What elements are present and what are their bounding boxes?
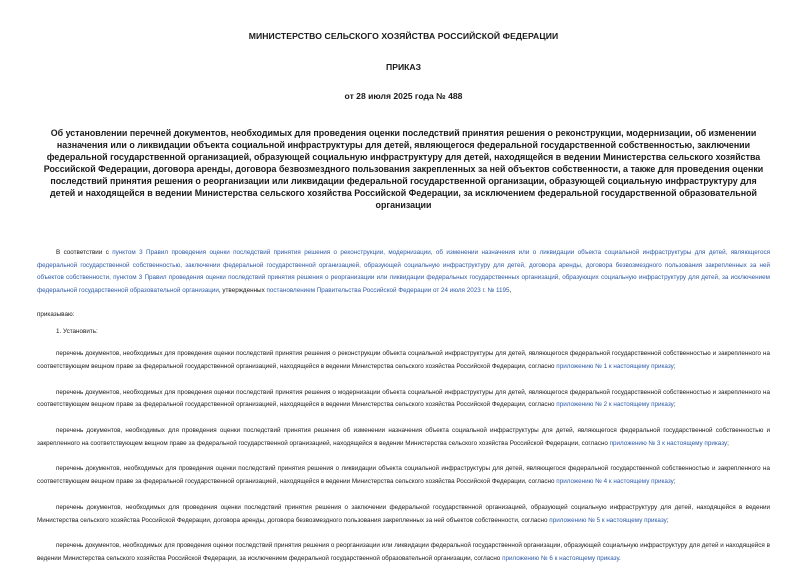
preamble-text-after: , xyxy=(509,287,512,295)
item-end: ; xyxy=(666,516,669,524)
item-end: ; xyxy=(673,362,676,370)
appendix-1-link[interactable]: приложению № 1 к настоящему приказу xyxy=(556,362,674,370)
preamble-paragraph xyxy=(37,247,770,298)
list-item xyxy=(37,387,770,412)
item-end: . xyxy=(618,554,621,562)
appendix-3-link[interactable]: приложению № 3 к настоящему приказу xyxy=(609,439,728,447)
preamble-text-before: В соответствии с xyxy=(56,249,113,256)
list-item xyxy=(37,540,770,565)
appendix-2-link[interactable]: приложению № 2 к настоящему приказу xyxy=(556,401,674,409)
item-text: перечень документов, необходимых для проведения оценки последствий принятия решения о реорганизации или ликвидации федеральной государственной организации, образующей социальную инфраструктуру для детей и находящейся в ведении Министерства сельского хозяйства Российской Федерации, за исключением федеральной государственной образовательной организации, согласно xyxy=(37,542,770,562)
item-text: перечень документов, необходимых для проведения оценки последствий принятия решения о ликвидации объекта социальной инфраструктуры для детей, являющегося федеральной государственной собственностью и закрепленного на соответствующем вещном праве за федеральной государственной организацией, находящейся в ведении Министерства сельского хозяйства Российской Федерации, согласно xyxy=(37,465,770,486)
government-decree-link[interactable]: постановлением Правительства Российской Федерации от 24 июля 2023 г. № 1195 xyxy=(266,287,510,295)
document-type-heading: ПРИКАЗ xyxy=(386,62,421,72)
appendix-5-link[interactable]: приложению № 5 к настоящему приказу xyxy=(549,516,667,524)
list-item xyxy=(37,463,770,488)
list-item xyxy=(37,425,770,450)
list-item xyxy=(37,348,770,373)
item-end: ; xyxy=(673,401,676,409)
preamble-text-middle: , утвержденных xyxy=(218,287,267,295)
item-text: перечень документов, необходимых для проведения оценки последствий принятия решения о реконструкции объекта социальной инфраструктуры для детей, являющегося федеральной государственной собственностью и закрепленного на соответствующем вещном праве за федеральной государственной организацией, находящейся в ведении Министерства сельского хозяйства Российской Федерации, согласно xyxy=(37,350,770,370)
list-item xyxy=(37,502,770,527)
item-text: перечень документов, необходимых для проведения оценки последствий принятия решения о заключении федеральной государственной организацией, образующей социальную инфраструктуру для детей, находящейся в ведении Министерства сельского хозяйства Российской Федерации, договора аренды, договора безвозмездного пользования закрепленных за ней объектов собственности, согласно xyxy=(37,503,770,524)
item-end: ; xyxy=(727,439,729,447)
resolve-line: приказываю: xyxy=(37,310,75,318)
appendix-6-link[interactable]: приложению № 6 к настоящему приказу xyxy=(502,554,619,562)
item-text: перечень документов, необходимых для проведения оценки последствий принятия решения об изменении назначения объекта социальной инфраструктуры для детей, являющегося федеральной государственной собственностью и закрепленного на соответствующем вещном праве за федеральной государственной организацией, находящейся в ведении Министерства сельского хозяйства Российской Федерации, согласно xyxy=(37,427,770,447)
ministry-heading: МИНИСТЕРСТВО СЕЛЬСКОГО ХОЗЯЙСТВА РОССИЙСКОЙ ФЕДЕРАЦИИ xyxy=(248,31,559,41)
rules-link[interactable]: пунктом 3 Правил проведения оценки последствий принятия решения о реконструкции, модернизации, об изменении назначения или о ликвидации объекта социальной инфраструктуры для детей, являющегося федеральной государственной собственностью, заключении федеральной государственной организацией, образующей социальную инфраструктуру для детей, договора аренды, договора безвозмездного пользования закрепленных за ней объектов собственности, пунктом 3 Правил проведения оценки последствий принятия решения о реорганизации или ликвидации федеральных государственных организаций, образующих социальную инфраструктуру для детей, за исключением федеральной государственной образовательной организации xyxy=(37,249,771,295)
document-title: Об установлении перечней документов, необходимых для проведения оценки последствий принятия решения о реконструкции, модернизации, об изменении назначения или о ликвидации объекта социальной инфраструктуры для детей, являющегося федеральной государственной собственностью, заключении федеральной государственной организацией, образующей социальную инфраструктуру для детей, находящейся в ведении Министерства сельского хозяйства Российской Федерации, договора аренды, договора безвозмездного пользования закрепленных за ней объектов собственности, а также для проведения оценки последствий принятия решения о реорганизации или ликвидации федеральной государственной организации, образующей социальную инфраструктуру для детей и находящейся в ведении Министерства сельского хозяйства Российской Федерации, за исключением федеральной государственной образовательной организации xyxy=(43,128,764,210)
point-1-heading: 1. Установить: xyxy=(56,327,98,335)
document-date-number: от 28 июля 2025 года № 488 xyxy=(344,91,463,101)
item-text: перечень документов, необходимых для проведения оценки последствий принятия решения о модернизации объекта социальной инфраструктуры для детей, являющегося федеральной государственной собственностью и закрепленного на соответствующем вещном праве за федеральной государственной организацией, находящейся в ведении Министерства сельского хозяйства Российской Федерации, согласно xyxy=(37,388,770,409)
item-end: ; xyxy=(673,478,676,486)
appendix-4-link[interactable]: приложению № 4 к настоящему приказу xyxy=(556,478,674,486)
